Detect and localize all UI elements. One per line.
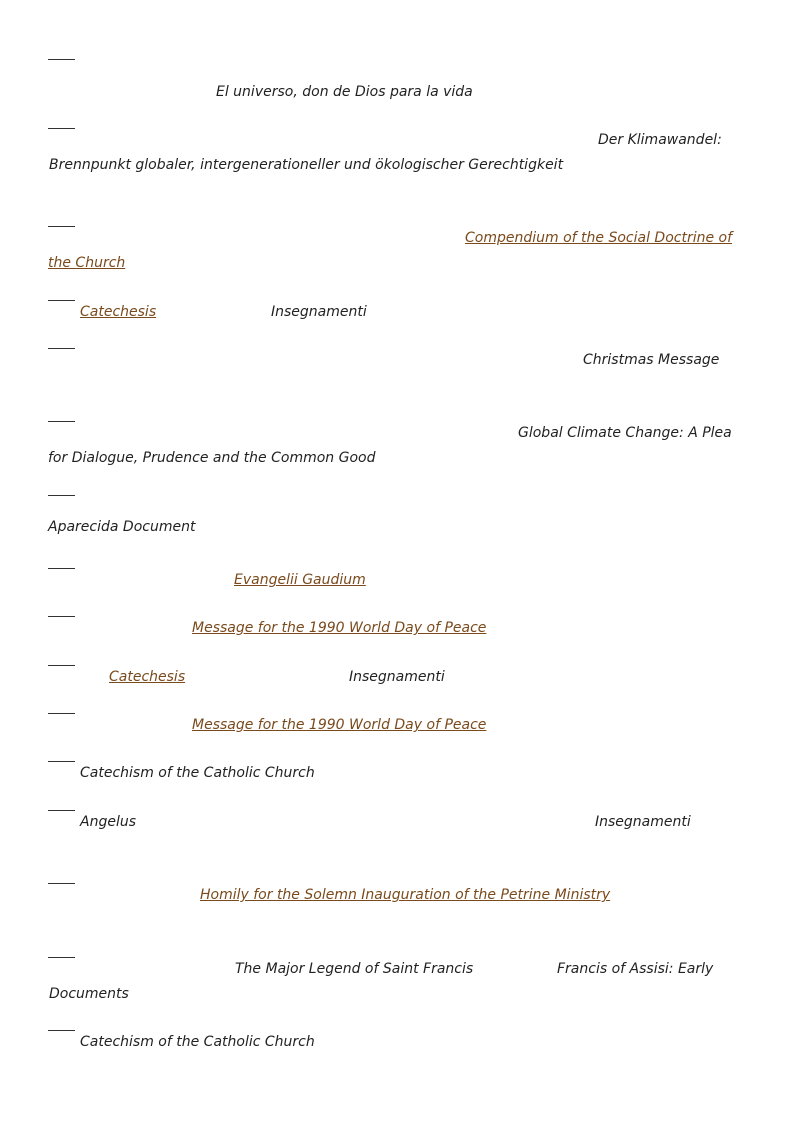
footnote-marker <box>48 128 75 129</box>
footnote-marker <box>48 421 75 422</box>
footnote-marker <box>48 568 75 569</box>
footnote-source: Insegnamenti <box>595 814 691 830</box>
footnote <box>48 348 748 373</box>
footnote <box>48 568 748 593</box>
footnote-title: The Major Legend of Saint Francis <box>235 961 474 977</box>
footnote-marker <box>48 348 75 349</box>
footnote-marker <box>48 59 75 60</box>
footnote-marker <box>48 616 75 617</box>
footnote-title: Christmas Message <box>583 352 720 368</box>
footnote-link[interactable]: Message for the 1990 World Day of Peace <box>192 717 487 733</box>
footnote <box>48 761 748 786</box>
footnote <box>48 300 748 325</box>
footnote-title: El universo, don de Dios para la vida <box>216 84 473 100</box>
footnote-title-cont: for Dialogue, Prudence and the Common Good <box>48 450 376 466</box>
footnote-link[interactable]: Homily for the Solemn Inauguration of the Petrine Ministry <box>200 887 611 903</box>
footnote-marker <box>48 300 75 301</box>
footnote-title: Der Klimawandel: <box>598 132 722 148</box>
footnote-marker <box>48 1030 75 1031</box>
footnote <box>48 665 748 690</box>
footnote-link[interactable]: Catechesis <box>80 304 157 320</box>
footnote <box>48 421 748 471</box>
footnote-title-cont: Brennpunkt globaler, intergenerationeller und ökologischer Gerechtigkeit <box>49 157 564 173</box>
footnote-source: Insegnamenti <box>271 304 367 320</box>
footnote-link-cont[interactable]: the Church <box>48 255 126 271</box>
footnote-marker <box>48 761 75 762</box>
footnote <box>48 1030 748 1055</box>
footnote-title: Angelus <box>80 814 137 830</box>
footnote-marker <box>48 226 75 227</box>
footnote-marker <box>48 495 75 496</box>
footnote <box>48 128 748 178</box>
footnote-title: Aparecida Document <box>48 519 196 535</box>
footnote-link[interactable]: Message for the 1990 World Day of Peace <box>192 620 487 636</box>
footnote-source: Francis of Assisi: Early <box>557 961 714 977</box>
footnote-source: Insegnamenti <box>349 669 445 685</box>
footnote-link[interactable]: Evangelii Gaudium <box>234 572 366 588</box>
footnote-marker <box>48 665 75 666</box>
footnote-link[interactable]: Catechesis <box>109 669 186 685</box>
footnote-title: Catechism of the Catholic Church <box>80 1034 315 1050</box>
footnote <box>48 226 748 276</box>
footnote <box>48 810 748 835</box>
footnote <box>48 713 748 738</box>
footnote-marker <box>48 810 75 811</box>
footnote-title: Global Climate Change: A Plea <box>518 425 732 441</box>
footnote-title: Catechism of the Catholic Church <box>80 765 315 781</box>
footnote-marker <box>48 713 75 714</box>
footnote <box>48 957 748 1007</box>
footnote-marker <box>48 957 75 958</box>
footnote-marker <box>48 883 75 884</box>
footnote-source-cont: Documents <box>49 986 129 1002</box>
footnote <box>48 616 748 641</box>
footnote <box>48 495 748 545</box>
footnote-link[interactable]: Compendium of the Social Doctrine of <box>465 230 733 246</box>
footnote <box>48 883 748 908</box>
footnote <box>48 59 748 109</box>
